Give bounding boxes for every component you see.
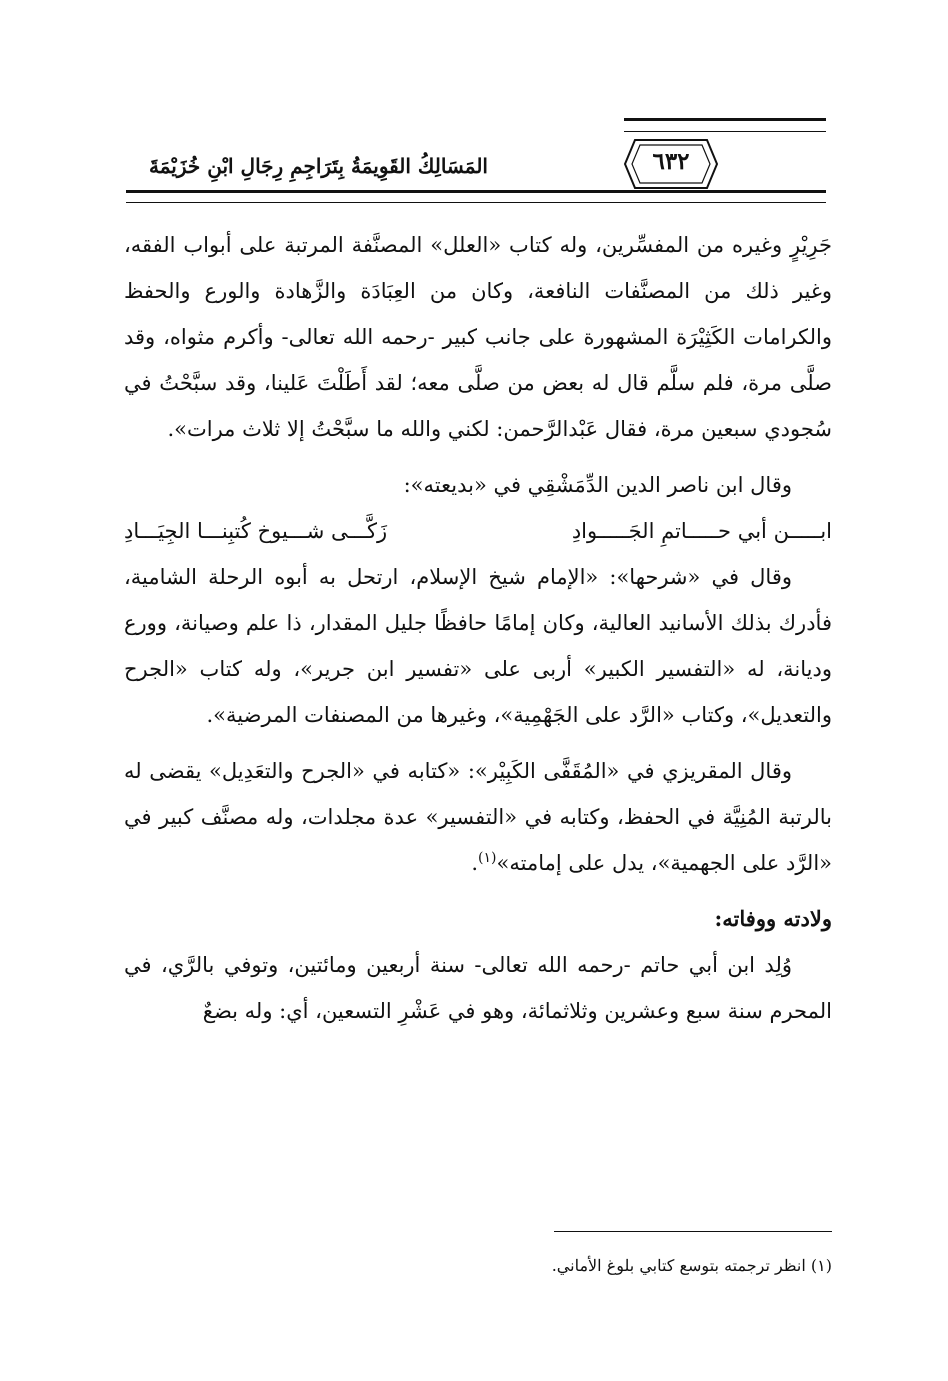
poem-second-hemistich: زَكَّـــى شـــيوخ كُتبِنـــا الجِيَـــادِ bbox=[124, 519, 388, 543]
paragraph: وقال في «شرحها»: «الإمام شيخ الإسلام، ارتحل به أبوه الرحلة الشامية، فأدرك بذلك الأسانيد العالية، وكان إمامًا حافظًا جليل المقدار، ذا علم وصيانة، وورع وديانة، له «التفسير الكبير» أربى على «تفسير ابن جرير»، وله كتاب «الجرح والتعديل»، وكتاب «الرَّد على الجَهْمِية»، وغيرها من المصنفات المرضية». bbox=[124, 565, 832, 727]
main-text bbox=[124, 222, 832, 1034]
paragraph: وُلِد ابن أبي حاتم -رحمه الله تعالى- سنة أربعين ومائتين، وتوفي بالرَّي، في المحرم سنة سبع وعشرين وثلاثمائة، وهو في عَشْرِ التسعين، أي: وله بضعٌ bbox=[124, 953, 832, 1023]
paragraph bbox=[124, 748, 832, 886]
paragraph: وقال ابن ناصر الدين الدِّمَشْقِي في «بديعته»: bbox=[403, 473, 792, 497]
page-number: ٦٣٢ bbox=[652, 148, 690, 175]
paragraph: جَرِيْرٍ وغيره من المفسِّرين، وله كتاب «العلل» المصنَّفة المرتبة على أبواب الفقه، وغير ذلك من المصنَّفات النافعة، وكان من العِبَادَة والزَّهادة والورع والحفظ والكرامات الكَثِيْرَة المشهورة على جانب كبير -رحمه الله تعالى- وأكرم مثواه، وقد صلَّى مرة، فلم سلَّم قال له بعض من صلَّى معه؛ لقد أَطَلْتَ عَلينا، وقد سبَّحْتُ في سُجودي سبعين مرة، فقال عَبْدالرَّحمن: لكني والله ما سبَّحْتُ إلا ثلاث مرات». bbox=[124, 233, 832, 441]
header-bottom-rule bbox=[126, 190, 826, 203]
paragraph-end: . bbox=[471, 851, 479, 875]
page-header bbox=[126, 118, 826, 206]
running-title: المَسَالِكُ القَوِيمَةُ بِتَرَاجِمِ رِجَالِ ابْنِ خُزَيْمَةَ bbox=[149, 154, 488, 178]
section-heading: ولادته ووفاته: bbox=[714, 906, 832, 931]
footnote-reference[interactable]: (١) bbox=[478, 850, 497, 866]
poem-verse bbox=[124, 508, 832, 554]
footnote-divider bbox=[554, 1231, 832, 1232]
paragraph-text: وقال المقريزي في «المُقَفَّى الكَبِيْر»: «كتابه في «الجرح والتعَدِيل» يقضى له بالرتبة المُنِيَّة في الحفظ، وكتابه في «التفسير» عدة مجلدات، وله مصنَّف كبير في «الرَّد على الجهمية»، يدل على إمامته» bbox=[124, 759, 832, 875]
page-number-badge bbox=[621, 136, 721, 192]
header-top-rule bbox=[624, 118, 826, 132]
poem-first-hemistich: ابـــــن أبي حـــــاتمِ الجَـــــوادِ bbox=[571, 519, 832, 543]
footnote: (١) انظر ترجمته بتوسع كتابي بلوغ الأماني. bbox=[551, 1256, 832, 1275]
